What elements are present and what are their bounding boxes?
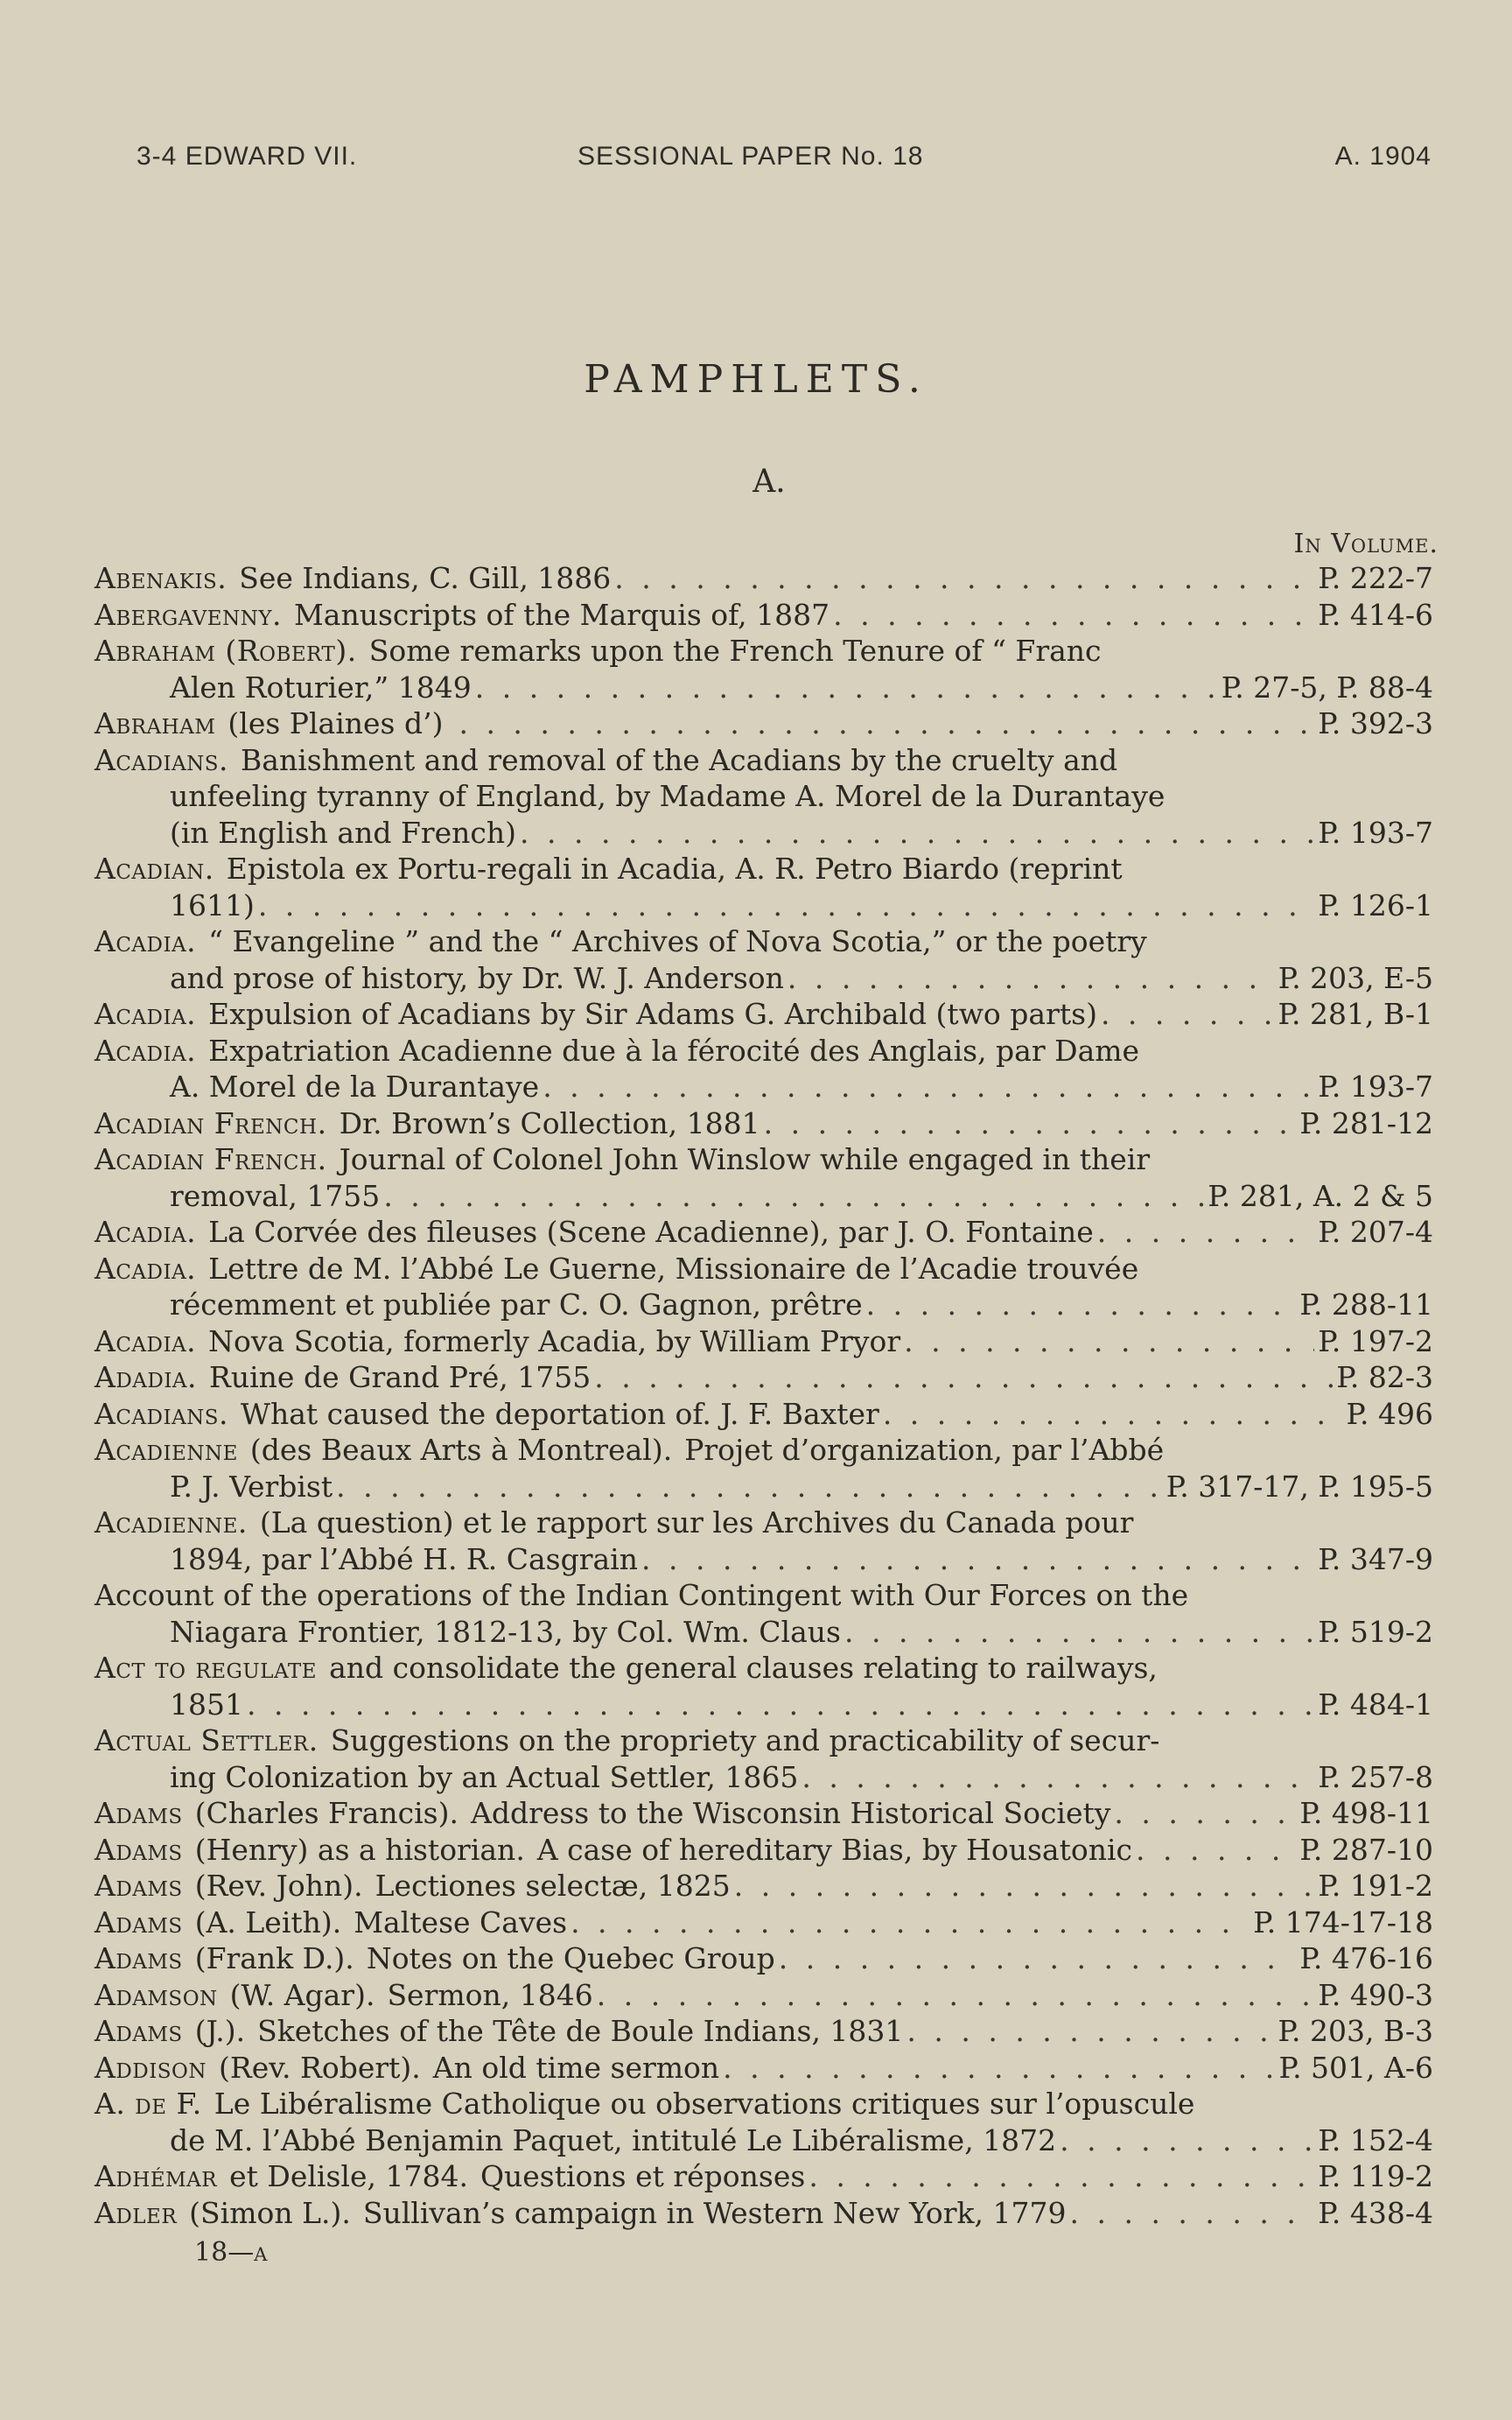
dot-leader: [788, 960, 1275, 997]
volume-reference: P. 288-11: [1299, 1287, 1433, 1322]
entry-line: [94, 2122, 1433, 2159]
volume-reference: P. 414-6: [1318, 597, 1433, 632]
entry: [94, 1722, 1433, 1795]
entry: [94, 1904, 1433, 1941]
entry-text: Ruine de Grand Pré, 1755: [209, 1360, 592, 1394]
entry-heading-detail: (des Beaux Arts à Montreal).: [249, 1433, 673, 1467]
header-left: 3-4 EDWARD VII.: [136, 142, 358, 171]
entry-text: Projet d’organization, par l’Abbé: [684, 1433, 1165, 1467]
entry: [94, 2050, 1433, 2087]
entry: [94, 2013, 1433, 2050]
entry: [94, 1940, 1433, 1977]
entry-text: Questions et réponses: [480, 2159, 806, 2193]
entry-line: [94, 815, 1433, 852]
entry-text: Manuscripts of the Marquis of, 1887: [294, 597, 830, 632]
entry-heading: Acadia.: [94, 1033, 197, 1068]
entry-text: and prose of history, by Dr. W. J. Anderson: [170, 960, 784, 995]
entry-line: [94, 1105, 1433, 1142]
entry-text: La Corvée des fileuses (Scene Acadienne), par J. O. Fontaine: [208, 1215, 1094, 1249]
entry-text: Some remarks upon the French Tenure of “ Franc: [368, 634, 1102, 668]
volume-reference: P. 287-10: [1299, 1832, 1433, 1867]
entry-text: 1611): [170, 887, 255, 922]
entry-text: Expulsion of Acadians by Sir Adams G. Archibald (two parts): [208, 997, 1097, 1031]
entry: [94, 1577, 1433, 1650]
entry: [94, 1214, 1433, 1251]
volume-reference: P. 281-12: [1299, 1105, 1433, 1140]
entry-text: A. Morel de la Durantaye: [170, 1070, 540, 1104]
entry-line: [94, 1977, 1433, 2014]
volume-reference: P. 476-16: [1299, 1941, 1433, 1975]
entry-heading: Actual Settler.: [94, 1723, 318, 1757]
entry-line: [94, 1033, 1433, 1070]
volume-reference: P. 317-17, P. 195-5: [1166, 1469, 1433, 1504]
entry: [94, 1432, 1433, 1505]
entry-heading: Adams: [94, 1832, 183, 1867]
entry-line: [94, 1396, 1433, 1433]
entry-heading: Acadia.: [94, 1215, 197, 1249]
entry-heading: Adams: [94, 1941, 183, 1975]
entry-text: Nova Scotia, formerly Acadia, by William Pryor: [208, 1323, 901, 1358]
signature-letter: a: [254, 2237, 268, 2268]
volume-reference: P. 126-1: [1318, 887, 1433, 922]
dot-leader: [734, 1868, 1315, 1904]
dot-leader: [1097, 1214, 1315, 1251]
dot-leader: [614, 560, 1314, 597]
dot-leader: [833, 597, 1314, 634]
entry-heading-detail: (Frank D.).: [194, 1941, 354, 1975]
entry-line: [94, 1323, 1433, 1360]
entry: [94, 996, 1433, 1033]
entry-text: Account of the operations of the Indian Contingent with Our Forces on the: [94, 1578, 1189, 1612]
dot-leader: [764, 1105, 1297, 1142]
entry-heading-detail: (Rev. Robert).: [219, 2050, 421, 2085]
entry-heading: Acadia.: [94, 924, 197, 958]
volume-reference: P. 347-9: [1318, 1541, 1433, 1576]
column-heading: In Volume.: [1293, 529, 1438, 559]
dot-leader: [597, 1977, 1315, 2014]
entry-line: [94, 1904, 1433, 1941]
entry-line: [94, 996, 1433, 1033]
entry-heading: Acadians.: [94, 742, 229, 777]
entry-heading: Acadians.: [94, 1396, 229, 1431]
entry-heading-detail: (W. Agar).: [229, 1977, 375, 2012]
entry-text: Banishment and removal of the Acadians by the cruelty and: [241, 742, 1118, 777]
entry-text: and consolidate the general clauses relating to railways,: [329, 1651, 1158, 1685]
volume-reference: P. 174-17-18: [1253, 1904, 1433, 1940]
volume-reference: P. 498-11: [1299, 1796, 1433, 1830]
volume-reference: P. 501, A-6: [1278, 2050, 1433, 2085]
volume-reference: P. 203, E-5: [1278, 960, 1433, 995]
dot-leader: [844, 1614, 1314, 1651]
volume-reference: P. 490-3: [1318, 1977, 1433, 2012]
volume-reference: P. 203, B-3: [1278, 2014, 1433, 2048]
dot-leader: [723, 2050, 1275, 2087]
dot-leader: [570, 1904, 1250, 1941]
dot-leader: [866, 1287, 1297, 1323]
entry: [94, 1868, 1433, 1904]
entry: [94, 705, 1433, 742]
entry-line: [94, 2158, 1433, 2195]
entry-text: Sullivan’s campaign in Western New York, 1779: [362, 2195, 1067, 2230]
entry-heading: Adamson: [94, 1977, 218, 2012]
volume-reference: P. 281, B-1: [1278, 997, 1433, 1031]
entry-heading: Adler: [94, 2195, 178, 2230]
section-letter: A.: [752, 464, 786, 500]
entry-heading-detail: (Rev. John).: [194, 1869, 363, 1903]
entry-text: (La question) et le rapport sur les Archives du Canada pour: [259, 1505, 1134, 1540]
volume-reference: P. 152-4: [1318, 2122, 1433, 2157]
entry-text: Notes on the Quebec Group: [366, 1941, 775, 1975]
volume-reference: P. 27-5, P. 88-4: [1221, 670, 1433, 705]
entry-line: [94, 2086, 1433, 2122]
entry-line: [94, 2195, 1433, 2232]
entry: [94, 1323, 1433, 1360]
dot-leader: [1136, 1832, 1296, 1869]
entry-text: Journal of Colonel John Winslow while engaged in their: [339, 1142, 1151, 1176]
page-title: PAMPHLETS.: [584, 357, 928, 402]
entry-text: P. J. Verbist: [170, 1469, 333, 1504]
dot-leader: [594, 1359, 1333, 1396]
entry-line: [94, 923, 1433, 960]
entry-heading-detail: et Delisle, 1784.: [229, 2159, 468, 2193]
volume-reference: P. 484-1: [1318, 1687, 1433, 1722]
volume-reference: P. 207-4: [1318, 1215, 1433, 1249]
entry-text: Address to the Wisconsin Historical Society: [470, 1796, 1111, 1830]
entry-line: [94, 1832, 1433, 1869]
entry-heading: Abraham (Robert).: [94, 634, 357, 668]
entry-line: [94, 778, 1433, 815]
dot-leader: [458, 705, 1314, 742]
entry: [94, 1251, 1433, 1323]
entry-line: [94, 2050, 1433, 2087]
printer-signature: 18—a: [194, 2237, 268, 2268]
entry-heading: Abergavenny.: [94, 597, 283, 632]
entry-line: [94, 633, 1433, 670]
entry-text: Lettre de M. l’Abbé Le Guerne, Missionaire de l’Acadie trouvée: [208, 1251, 1139, 1286]
entry-line: [94, 1868, 1433, 1904]
entry-text: Niagara Frontier, 1812-13, by Col. Wm. Claus: [170, 1614, 841, 1649]
entry-heading: Act to regulate: [94, 1651, 318, 1685]
entry: [94, 1650, 1433, 1722]
entry-heading-detail: (Simon L.).: [189, 2195, 351, 2230]
volume-reference: P. 193-7: [1318, 815, 1433, 850]
entry-text: Sketches of the Tête de Boule Indians, 1831: [257, 2014, 904, 2048]
volume-reference: P. 519-2: [1318, 1614, 1433, 1649]
dot-leader: [1101, 996, 1275, 1033]
dot-leader: [247, 1687, 1314, 1723]
entry-heading: Acadia.: [94, 1251, 197, 1286]
entry-line: [94, 1722, 1433, 1759]
entry-line: [94, 1940, 1433, 1977]
dot-leader: [520, 815, 1314, 852]
entry-heading: Abraham: [94, 706, 216, 740]
entry-heading: Acadian French.: [94, 1142, 327, 1176]
entry-line: [94, 1287, 1433, 1323]
entry-line: [94, 742, 1433, 779]
entry-heading: Acadienne: [94, 1433, 238, 1467]
entry: [94, 2195, 1433, 2232]
entry-text: 1851: [170, 1687, 243, 1722]
entry: [94, 851, 1433, 923]
volume-reference: P. 119-2: [1318, 2159, 1433, 2193]
dot-leader: [1060, 2122, 1314, 2159]
entry-text: removal, 1755: [170, 1178, 381, 1213]
entry-line: [94, 1505, 1433, 1541]
entry-line: [94, 1469, 1433, 1505]
entry-heading-detail: (A. Leith).: [194, 1904, 342, 1940]
entry-text: Sermon, 1846: [387, 1977, 593, 2012]
entry: [94, 560, 1433, 597]
dot-leader: [1114, 1795, 1296, 1832]
entry: [94, 1505, 1433, 1577]
entry-text: unfeeling tyranny of England, by Madame A. Morel de la Durantaye: [170, 779, 1166, 813]
entry-heading: Acadia.: [94, 1323, 197, 1358]
entry-text: (in English and French): [170, 815, 517, 850]
header-right: A. 1904: [1334, 142, 1432, 171]
dot-leader: [258, 887, 1315, 924]
volume-reference: P. 281, A. 2 & 5: [1208, 1178, 1433, 1213]
entry-text: See Indians, C. Gill, 1886: [239, 561, 612, 595]
entry-text: Maltese Caves: [354, 1904, 568, 1940]
entry-heading: Adhémar: [94, 2159, 218, 2193]
volume-reference: P. 197-2: [1318, 1323, 1433, 1358]
entry-text: Le Libéralisme Catholique ou observations critiques sur l’opuscule: [214, 2087, 1195, 2121]
entry-heading: Acadia.: [94, 997, 197, 1031]
dot-leader: [1070, 2195, 1315, 2232]
entry-text: ing Colonization by an Actual Settler, 1865: [170, 1759, 799, 1794]
entry-text: A case of hereditary Bias, by Housatonic: [536, 1832, 1133, 1867]
entry-line: [94, 1069, 1433, 1105]
dot-leader: [779, 1940, 1297, 1977]
entry-heading: Acadian French.: [94, 1105, 327, 1140]
signature-number: 18: [194, 2237, 228, 2268]
entry-heading: Acadienne.: [94, 1505, 248, 1540]
dot-leader: [336, 1469, 1163, 1505]
dot-leader: [883, 1396, 1343, 1433]
entry: [94, 1832, 1433, 1869]
entry: [94, 923, 1433, 996]
entry-text: Epistola ex Portu-regali in Acadia, A. R. Petro Biardo (reprint: [226, 852, 1123, 886]
entry-line: [94, 705, 1433, 742]
dot-leader: [808, 2158, 1314, 2195]
entry-text: What caused the deportation of. J. F. Baxter: [241, 1396, 879, 1431]
volume-reference: P. 191-2: [1318, 1869, 1433, 1903]
entry-text: de M. l’Abbé Benjamin Paquet, intitulé Le Libéralisme, 1872: [170, 2122, 1057, 2157]
dot-leader: [542, 1069, 1314, 1105]
volume-reference: P. 222-7: [1318, 561, 1433, 595]
dot-leader: [641, 1541, 1314, 1578]
entry-text: récemment et publiée par C. O. Gagnon, prêtre: [170, 1287, 863, 1322]
entry-line: [94, 1359, 1433, 1396]
volume-reference: P. 496: [1346, 1396, 1433, 1431]
entry-line: [94, 851, 1433, 887]
entry-line: [94, 1759, 1433, 1796]
entry-line: [94, 1214, 1433, 1251]
entry-line: [94, 1614, 1433, 1651]
dot-leader: [802, 1759, 1314, 1796]
entry-line: [94, 1687, 1433, 1723]
entry-heading: Adams: [94, 1904, 183, 1940]
entry-list: [94, 560, 1433, 2231]
entry-line: [94, 960, 1433, 997]
entry-heading: Addison: [94, 2050, 207, 2085]
volume-reference: P. 392-3: [1318, 706, 1433, 740]
entry: [94, 1105, 1433, 1142]
entry: [94, 1033, 1433, 1105]
dot-leader: [475, 670, 1218, 706]
entry-heading-detail: (Henry) as a historian.: [194, 1832, 525, 1867]
dot-leader: [906, 2013, 1274, 2050]
entry: [94, 1977, 1433, 2014]
entry-heading: Abenakis.: [94, 561, 228, 595]
entry-heading: Adadia.: [94, 1360, 198, 1394]
entry-line: [94, 887, 1433, 924]
entry-heading: A. de F.: [94, 2087, 202, 2121]
entry-line: [94, 2013, 1433, 2050]
entry-line: [94, 1178, 1433, 1215]
dot-leader: [383, 1178, 1204, 1215]
volume-reference: P. 82-3: [1336, 1360, 1433, 1394]
entry-line: [94, 670, 1433, 706]
entry-line: [94, 597, 1433, 634]
volume-reference: P. 257-8: [1318, 1759, 1433, 1794]
entry-text: Expatriation Acadienne due à la férocité des Anglais, par Dame: [208, 1033, 1140, 1068]
entry-line: [94, 1795, 1433, 1832]
entry-heading-detail: (les Plaines d’): [228, 706, 444, 740]
entry-heading: Acadian.: [94, 852, 214, 886]
entry-line: [94, 1141, 1433, 1178]
entry-line: [94, 1432, 1433, 1469]
volume-reference: P. 193-7: [1318, 1070, 1433, 1104]
entry-heading: Adams: [94, 1796, 183, 1830]
entry-text: Lectiones selectæ, 1825: [374, 1869, 731, 1903]
header-center: SESSIONAL PAPER No. 18: [578, 142, 924, 171]
entry: [94, 1359, 1433, 1396]
entry-heading-detail: (Charles Francis).: [194, 1796, 458, 1830]
entry: [94, 1141, 1433, 1214]
entry: [94, 1795, 1433, 1832]
entry-line: [94, 1251, 1433, 1287]
entry: [94, 2158, 1433, 2195]
entry: [94, 742, 1433, 852]
running-header: [0, 142, 1512, 177]
entry: [94, 1396, 1433, 1433]
entry: [94, 633, 1433, 705]
entry-text: “ Evangeline ” and the “ Archives of Nova Scotia,” or the poetry: [208, 924, 1147, 958]
entry-text: An old time sermon: [432, 2050, 720, 2085]
entry-text: 1894, par l’Abbé H. R. Casgrain: [170, 1541, 638, 1576]
entry-heading-detail: (J.).: [194, 2014, 246, 2048]
entry-line: [94, 1541, 1433, 1578]
entry: [94, 597, 1433, 634]
entry-line: [94, 1577, 1433, 1614]
entry-heading: Adams: [94, 1869, 183, 1903]
entry: [94, 2086, 1433, 2158]
entry-text: Dr. Brown’s Collection, 1881: [339, 1105, 760, 1140]
entry-heading: Adams: [94, 2014, 183, 2048]
entry-text: Suggestions on the propriety and practicability of secur-: [330, 1723, 1160, 1757]
entry-line: [94, 1650, 1433, 1687]
entry-line: [94, 560, 1433, 597]
volume-reference: P. 438-4: [1318, 2195, 1433, 2230]
entry-text: Alen Roturier,” 1849: [170, 670, 472, 705]
dot-leader: [904, 1323, 1314, 1360]
